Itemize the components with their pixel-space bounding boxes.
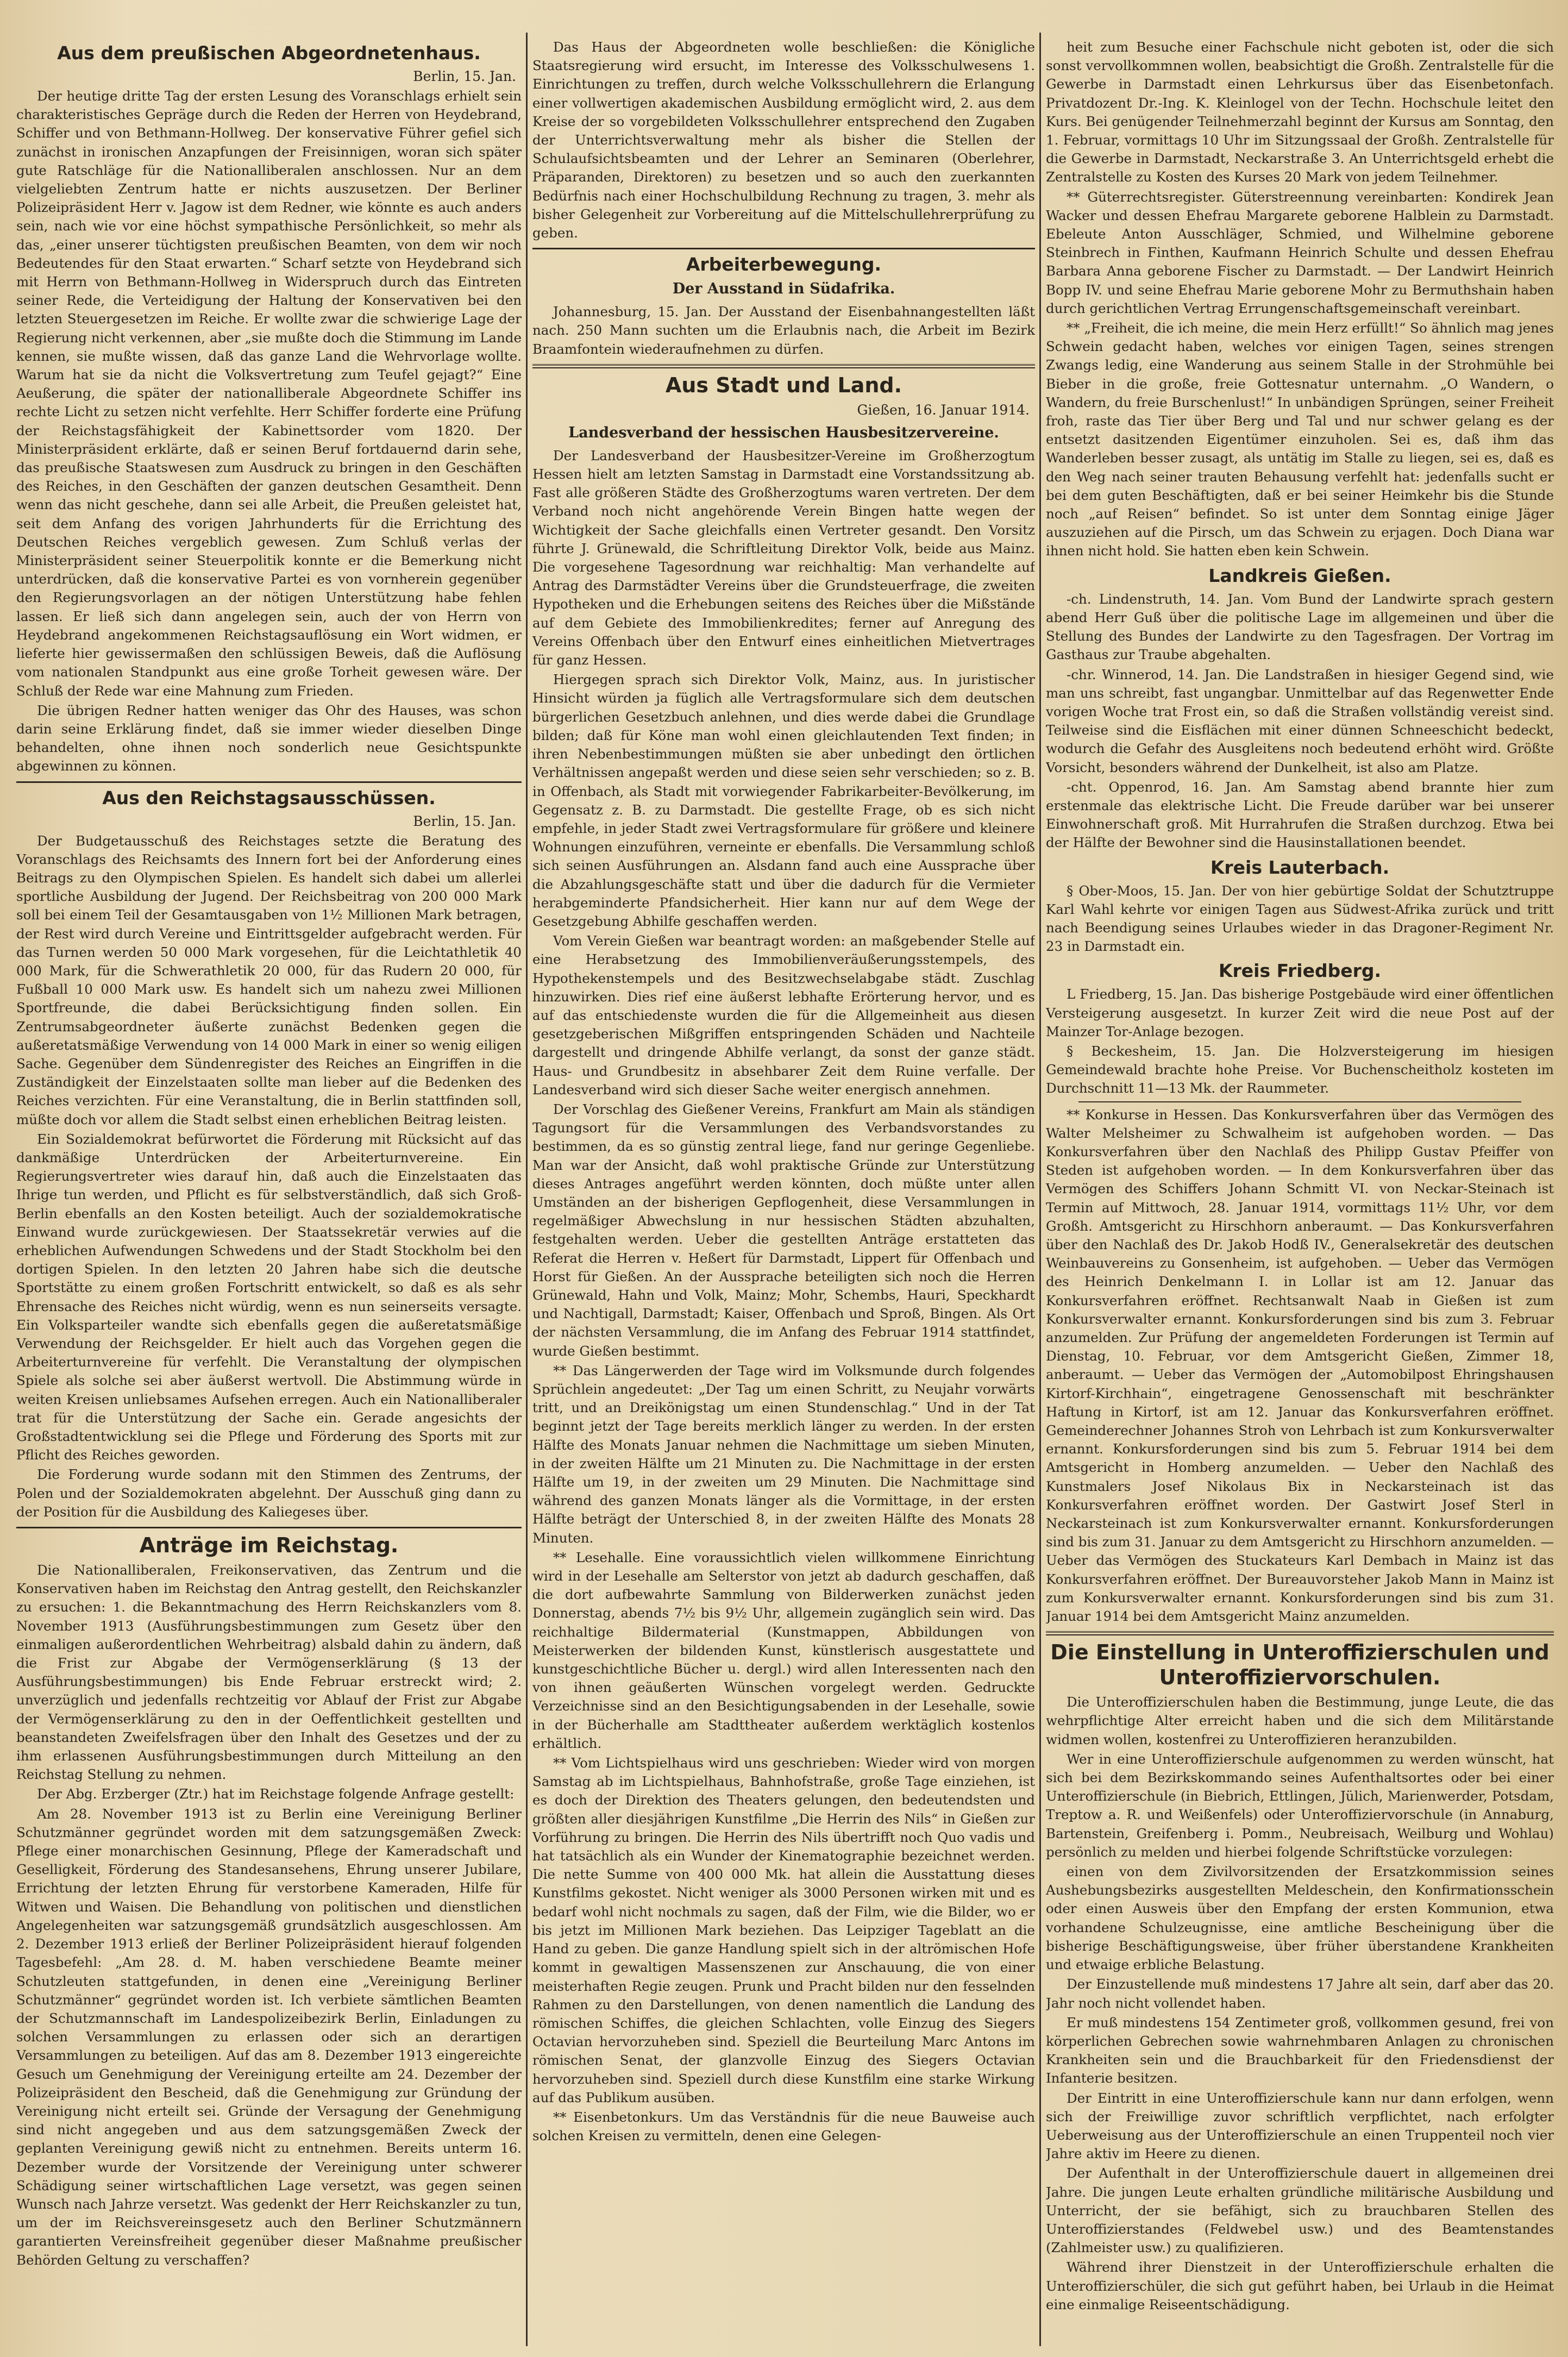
section-heading: Kreis Friedberg.: [1218, 960, 1382, 982]
section-divider: [16, 1527, 522, 1528]
article-paragraph: ** Lesehalle. Eine voraussichtlich vielen willkommene Einrichtung wird in der Lesehalle am Selterstor von jetzt ab dadurch geschaffen, daß die dort aufbewahrte Sammlung von Bilderwerken zunächst jeden Donnerstag, abends 7½ bis 9½ Uhr, allgemein zugänglich sein wird. Das reichhaltige Bildermaterial (Kunstmappen, Abbildungen von Meisterwerken der bildenden Kunst, künstlerisch ausgestattete und kunstgeschichtliche Bücher u. dergl.) wird allen Interessenten nach den von ihnen geäußerten Wünschen vorgelegt werden. Gedruckte Verzeichnisse sind an den Besichtigungsabenden in der Lesehalle, sowie in der Bücherhalle am Stadttheater außerdem werktäglich kostenlos erhältlich.: [532, 1549, 1035, 1751]
article-paragraph: heit zum Besuche einer Fachschule nicht geboten ist, oder die sich sonst vervollkommnen wollen, beabsichtigt die Großh. Zentralstelle für die Gewerbe in Darmstadt einen Lehrkursus über das Eisenbetonfach. Privatdozent Dr.-Ing. K. Kleinlogel von der Techn. Hochschule leitet den Kurs. Bei genügender Teilnehmerzahl beginnt der Kursus am Sonntag, den 1. Februar, vormittags 10 Uhr im Sitzungssaal der Großh. Zentralstelle für die Gewerbe in Darmstadt, Neckarstraße 3. An Unterrichtsgeld erhebt die Zentralstelle zu Kosten des Kurses 20 Mark von jedem Teilnehmer.: [1046, 39, 1554, 185]
article-paragraph: ** Eisenbetonkurs. Um das Verständnis für die neue Bauweise auch solchen Kreisen zu vermitteln, denen eine Gelegen-: [532, 2109, 1035, 2144]
article-paragraph: Das Haus der Abgeordneten wolle beschließen: die Königliche Staatsregierung wird ersucht, im Interesse des Volksschulwesens 1. Einrichtungen zu treffen, durch welche Volksschullehrern die Erlangung einer vollwertigen akademischen Ausbildung ermöglicht wird, 2. aus dem Kreise der so vorgebildeten Volksschullehrer entsprechend den Zugaben der Unterrichtsverwaltung mehr als bisher die Stellen der Schulaufsichtsbeamten und der Lehrer an Seminaren (Oberlehrer, Präparanden, Direktoren) zu besetzen und so auch den zuerkannten Bedürfnis nach einer Hochschulbildung Rechnung zu tragen, 3. mehr als bisher Gelegenheit zur Vorbereitung auf die Mittelschullehrerprüfung zu geben.: [532, 39, 1035, 241]
article-paragraph: Johannesburg, 15. Jan. Der Ausstand der Eisenbahnangestellten läßt nach. 250 Mann suchten um die Erlaubnis nach, die Arbeit im Bezirk Braamfontein wiederaufnehmen zu dürfen.: [532, 304, 1035, 357]
article-paragraph: ** Das Längerwerden der Tage wird im Volksmunde durch folgendes Sprüchlein angedeutet: „Der Tag um einen Schritt, zu Neujahr vorwärts tritt, und an Dreikönigstag um einen Stundenschlag.“ Und in der Tat beginnt jetzt der Tage bereits merklich länger zu werden. In der ersten Hälfte des Monats Januar nehmen die Nachmittage um sieben Minuten, in der zweiten Hälfte um 21 Minuten zu. Die Nachmittage in der ersten Hälfte um 19, in der zweiten um 29 Minuten. Die Nachmittage sind während des ganzen Monats länger als die Vormittage, in der ersten Hälfte beträgt der Unterschied 8, in der zweiten Hälfte des Monats 28 Minuten.: [532, 1362, 1035, 1546]
article-paragraph: Die übrigen Redner hatten weniger das Ohr des Hauses, was schon darin seine Erklärung findet, daß sie immer wieder dieselben Dinge behandelten, ohne ihnen noch sonderlich neue Gesichtspunkte abgewinnen zu können.: [16, 702, 522, 774]
dateline: Berlin, 15. Jan.: [413, 68, 516, 84]
article-paragraph: ** Vom Lichtspielhaus wird uns geschrieben: Wieder wird von morgen Samstag ab im Lichtspielhaus, Bahnhofstraße, große Tage einziehen, ist es doch der Direktion des Theaters gelungen, den bedeutendsten und größten aller diesjährigen Kunstfilme „Die Herrin des Nils“ in Gießen zur Vorführung zu bringen. Die Herrin des Nils übertrifft noch Quo vadis und hat tatsächlich als ein Wunder der Kinematographie bezeichnet werden. Die nette Summe von 400 000 Mk. hat allein die Ausstattung dieses Kunstfilms gekostet. Nicht weniger als 3000 Personen wirken mit und es bedarf wohl nicht nochmals zu sagen, daß der Film, wie die Bilder, wo er bis jetzt im Millionen Mark beziehen. Das Leipziger Tageblatt an die Hand zu geben. Die ganze Handlung spielt sich in der altrömischen Hofe kommt in gewaltigen Massenszenen zur Anschauung, die von einer meisterhaften Regie zeugen. Prunk und Pracht bilden nur den fesselnden Rahmen zu den Darstellungen, von denen namentlich die Landung des römischen Schiffes, die gleichen Schlachten, volle Einzug des Siegers Octavian hervorzuheben sind. Speziell die Beurteilung Marc Antons im römischen Senat, der glanzvolle Einzug des Siegers Octavian hervorzuheben sind. Speziell durch diese Kunstfilm eine starke Wirkung auf das Publikum ausüben.: [532, 1755, 1035, 2105]
section-divider: [1046, 1631, 1554, 1635]
article-title: Aus dem preußischen Abgeordnetenhaus.: [57, 42, 481, 64]
article-paragraph: Er muß mindestens 154 Zentimeter groß, vollkommen gesund, frei von körperlichen Gebrechen sowie wahrnehmbaren Anlagen zu chronischen Krankheiten sein und die Brauchbarkeit für den Friedensdienst der Infanterie besitzen.: [1046, 2014, 1554, 2086]
column-rule: [1039, 33, 1041, 2346]
article-paragraph: Der Vorschlag des Gießener Vereins, Frankfurt am Main als ständigen Tagungsort für die Versammlungen des Verbandsvorstandes zu bestimmen, da es so günstig zentral liege, fand nur geringe Gegenliebe. Man war der Ansicht, daß wohl praktische Gründe zur Unterstützung dieses Antrages angeführt werden könnten, doch müßte unter allen Umständen an der bisherigen Gepflogenheit, diese Versammlungen in regelmäßiger Abwechslung in nur hessischen Städten abzuhalten, festgehalten werden. Ueber die gestellten Anträge erstatteten das Referat die Herren v. Heßert für Darmstadt, Lippert für Offenbach und Horst für Gießen. An der Aussprache beteiligten sich noch die Herren Grünewald, Hahn und Volk, Mainz; Mohr, Schembs, Hauri, Speckhardt und Nachtigall, Darmstadt; Kaiser, Offenbach und Sproß, Bingen. Als Ort der nächsten Versammlung, die im Anfang des Februar 1914 stattfindet, wurde Gießen bestimmt.: [532, 1101, 1035, 1359]
article-paragraph: Die Nationalliberalen, Freikonservativen, das Zentrum und die Konservativen haben im Reichstag den Antrag gestellt, den Reichskanzler zu ersuchen: 1. die Bekanntmachung des Herrn Reichskanzlers vom 8. November 1913 (Ausführungsbestimmungen zum Gesetz über den einmaligen außerordentlichen Wehrbeitrag) alsbald dahin zu ändern, daß die Frist zur Abgabe der Vermögenserklärung (§ 13 der Ausführungsbestimmungen) bis Ende Februar erstreckt wird; 2. unverzüglich und jedenfalls rechtzeitig vor Ablauf der Frist zur Abgabe der Vermögenserklärung zu den in der Oeffentlichkeit gestellten und beanstandeten Zweifelsfragen über den Inhalt des Gesetzes und der zu ihm erlassenen Ausführungsbestimmungen durch Mitteilung an den Reichstag Stellung zu nehmen.: [16, 1562, 522, 1783]
article-paragraph: Der Budgetausschuß des Reichstages setzte die Beratung des Voranschlags des Reichsamts des Innern fort bei der Anforderung eines Beitrags zu den Olympischen Spielen. Es handelt sich dabei um allerlei sportliche Ausbildung der Jugend. Der Reichsbeitrag von 200 000 Mark soll bei einem Teil der Gesamtausgaben von 1½ Millionen Mark betragen, der Rest wird durch Vereine und Eintrittsgelder aufgebracht werden. Für das Turnen werden 50 000 Mark vorgesehen, für die Leichtathletik 40 000 Mark, für die Schwerathletik 20 000, für das Rudern 20 000, für Fußball 10 000 Mark usw. Es handelt sich um nahezu zwei Millionen Sportfreunde, die dabei Berücksichtigung finden sollen. Ein Zentrumsabgeordneter äußerte zunächst Bedenken gegen die außeretatsmäßige Verwendung von 14 000 Mark in einer so wenig eiligen Sache. Gegenüber dem Sündenregister des Reiches an Eingriffen in die Zuständigkeit der Einzelstaaten sollte man lieber auf die Bedenken des Reiches verzichten. Für eine Veranstaltung, die in Berlin stattfinden soll, müßte doch vor allem die Stadt selbst einen erheblichen Beitrag leisten.: [16, 832, 522, 1127]
article-paragraph: Der Einzustellende muß mindestens 17 Jahre alt sein, darf aber das 20. Jahr noch nicht vollendet haben.: [1046, 1976, 1554, 2011]
article-paragraph: Der Landesverband der Hausbesitzer-Vereine im Großherzogtum Hessen hielt am letzten Samstag in Darmstadt eine Vorstandssitzung ab. Fast alle größeren Städte des Großherzogtums waren vertreten. Der dem Verband noch nicht angehörende Verein Bingen hatte wegen der Wichtigkeit der Sache gleichfalls einen Vertreter gesandt. Den Vorsitz führte J. Grünewald, die Schriftleitung Direktor Volk, beide aus Mainz. Die vorgesehene Tagesordnung war reichhaltig: Man verhandelte auf Antrag des Darmstädter Vereins über die Grundsteuerfrage, die zweiten Hypotheken und die Erhebungen seitens des Reiches über die Mißstände auf dem Gebiete des Immobilienkredites; ferner auf Anregung des Vereins Offenbach über den Entwurf eines einheitlichen Mietvertrages für ganz Hessen.: [532, 447, 1035, 668]
section-heading: Kreis Lauterbach.: [1210, 856, 1390, 878]
article-paragraph: Der Aufenthalt in der Unteroffizierschule dauert in allgemeinen drei Jahre. Die jungen Leute erhalten gründliche militärische Ausbildung und Unterricht, der sie befähigt, sich zu brauchbaren Stellen des Unteroffizierstandes (Feldwebel usw.) und des Beamtenstandes (Zahlmeister usw.) zu qualifizieren.: [1046, 2165, 1554, 2256]
article-paragraph: einen von dem Zivilvorsitzenden der Ersatzkommission seines Aushebungsbezirks ausgestellten Meldeschein, den Konfirmationsschein oder einen Ausweis über den Empfang der ersten Kommunion, etwa vorhandene Schulzeugnisse, eine amtliche Bescheinigung über die bisherige Beschäftigungsweise, über früher überstandene Krankheiten und etwaige erbliche Belastung.: [1046, 1864, 1554, 1973]
dateline: Berlin, 15. Jan.: [413, 813, 516, 829]
article-paragraph: Vom Verein Gießen war beantragt worden: an maßgebender Stelle auf eine Herabsetzung des Immobilienveräußerungsstempels, des Hypothekenstempels und des Besitzwechselabgabe städt. Zuschlag hinzuwirken. Dies rief eine äußerst lebhafte Erörterung hervor, und es auf das entschiedenste wurden die für die Allgemeinheit aus diesen gesetzgeberischen Mißgriffen entspringenden Schäden und Nachteile dargestellt und dringende Abhilfe verlangt, da sonst der ganze städt. Haus- und Grundbesitz in absehbarer Zeit dem Ruine verfalle. Der Landesverband wird sich dieser Sache weiter energisch annehmen.: [532, 933, 1035, 1098]
column-middle: [532, 38, 1035, 2341]
article-paragraph: § Beckesheim, 15. Jan. Die Holzversteigerung im hiesigen Gemeindewald brachte hohe Preise. Vor Buchenscheitholz kosteten im Durchschnitt 11—13 Mk. der Raummeter.: [1046, 1043, 1554, 1096]
column-left: [16, 38, 522, 2341]
article-paragraph: ** Güterrechtsregister. Güterstreennung vereinbarten: Kondirek Jean Wacker und dessen Ehefrau Margarete geborene Halblein zu Darmstadt. Ebeleute Anton Ausschläger, Schmied, und Wilhelmine geborene Steinbrech in Finthen, Kaufmann Heinrich Schulte und dessen Ehefrau Barbara Anna geborene Fischer zu Darmstadt. — Der Landwirt Heinrich Bopp IV. und seine Ehefrau Marie geborene Mohr zu Bermuthshain haben durch gerichtlichen Vertrag Errungenschaftsgemeinschaft vereinbart.: [1046, 189, 1554, 316]
article-paragraph: Hiergegen sprach sich Direktor Volk, Mainz, aus. In juristischer Hinsicht würden ja füglich alle Vertragsformulare sich dem deutschen bürgerlichen Gesetzbuch anlehnen, und dies werde dabei die Grundlage bilden; daß für Köne man wohl einen gleichlautenden Text finden; in ihren Nebenbestimmungen müßten sie aber unbedingt den örtlichen Verhältnissen angepaßt werden und diese seien sehr verschieden; so z. B. in Offenbach, als Stadt mit vorwiegender Fabrikarbeiter-Bevölkerung, im Gegensatz z. B. zu Darmstadt. Die gestellte Frage, ob es sich nicht empfehle, in jeder Stadt zwei Vertragsformulare für größere und kleinere Wohnungen einzuführen, verneinte er ebenfalls. Die Versammlung schloß sich seinen Ausführungen an. Alsdann fand auch eine Aussprache über die Abzahlungsgeschäfte statt und über die dadurch für die Vermieter herabgeminderte Pfandsicherheit. Hier kann nur auf dem Wege der Gesetzgebung Abhilfe geschaffen werden.: [532, 672, 1035, 929]
article-paragraph: Die Unteroffizierschulen haben die Bestimmung, junge Leute, die das wehrpflichtige Alter erreicht haben und die sich dem Militärstande widmen wollen, kostenfrei zu Unteroffizieren heranzubilden.: [1046, 1694, 1554, 1747]
dateline: Gießen, 16. Januar 1914.: [857, 402, 1030, 418]
article-paragraph: Der heutige dritte Tag der ersten Lesung des Voranschlags erhielt sein charakteristisches Gepräge durch die Reden der Herren von Heydebrand, Schiffer und von Bethmann-Hollweg. Der konservative Führer gefiel sich zunächst in ironischen Anzapfungen der Freisinnigen, woran sich später gute Ratschläge für die Nationalliberalen anschlossen. Nur an dem vielgeliebten Zentrum hatte er nichts auszusetzen. Der Berliner Polizeipräsident Herr v. Jagow ist dem Redner, wie könnte es auch anders sein, nach wie vor eine höchst sympathische Persönlichkeit, so mehr als das, „einer unserer tüchtigsten preußischen Beamten, von dem wir noch Bedeutendes für den Staat erwarten.“ Scharf setzte von Heydebrand sich mit Herrn von Bethmann-Hollweg in Widerspruch durch das Eintreten seiner Rede, die Verteidigung der Haltung der Konservativen bei den letzten Steuergesetzen im Reiche. Er wollte zwar die schwierige Lage der Regierung nicht verkennen, aber „sie mußte doch die Stimmung im Lande kennen, sie mußte wissen, daß das ganze Land die Wehrvorlage wollte. Warum hat sie da nicht die Volksvertretung zum Teufel gejagt?“ Eine Aeußerung, die später der nationalliberale Abgeordnete Schiffer ins rechte Licht zu setzen nicht verfehlte. Herr Schiffer forderte eine Prüfung der Reichstagsfähigkeit der Kabinettsorder vom 1820. Der Ministerpräsident erklärte, daß er seinen Beruf fortdauernd darin sehe, das preußische Staatswesen zum Ausdruck zu bringen in den Geschäften des Reiches, in den Geschäften der ganzen deutschen Gesamtheit. Denn wenn das nicht geschehe, dann sei alle Arbeit, die Preußen geleistet hat, seit dem Anfang des vorigen Jahrhunderts für die Errichtung des Deutschen Reiches vergeblich gewesen. Zum Schluß verlas der Ministerpräsident seiner Steuerpolitik konnte er die Bemerkung nicht unterdrücken, daß die konservative Partei es von vornherein gegenüber den Regierungsvorlagen an der nötigen Unterstützung habe fehlen lassen. Er ließ sich dann angelegen sein, auch der von Herrn von Heydebrand angekommenen Reichstagsauflösung ein Wort widmen, er lieferte hier gewissermaßen den schlüssigen Beweis, daß die Auflösung vom nationalen Standpunkt aus eine große Torheit gewesen wäre. Der Schluß der Rede war eine Mahnung zum Frieden.: [16, 88, 522, 699]
section-divider: [532, 364, 1035, 368]
section-divider: [532, 248, 1035, 249]
article-title: Anträge im Reichstag.: [139, 1533, 399, 1558]
article-title: Aus Stadt und Land.: [665, 373, 902, 397]
article-paragraph: ** Konkurse in Hessen. Das Konkursverfahren über das Vermögen des Walter Melsheimer zu Schwalheim ist aufgehoben worden. — Das Konkursverfahren über den Nachlaß des Philipp Gustav Pfeiffer von Steden ist aufgehoben worden. — In dem Konkursverfahren über das Vermögen des Schiffers Johann Schmitt VI. von Neckar-Steinach ist Termin auf Mittwoch, 28. Januar 1914, vormittags 11½ Uhr, vor dem Großh. Amtsgericht zu Hirschhorn anberaumt. — Das Konkursverfahren über den Nachlaß des Dr. Jakob Hodß IV., Generalsekretär des deutschen Weinbauvereins zu Gonsenheim, ist aufgehoben. — Ueber das Vermögen des Heinrich Denkelmann I. in Lollar ist am 12. Januar das Konkursverfahren eröffnet. Rechtsanwalt Naab in Gießen ist zum Konkursverwalter ernannt. Konkursforderungen sind bis zum 3. Februar anzumelden. Zur Prüfung der angemeldeten Forderungen ist Termin auf Dienstag, 10. Februar, vor dem Amtsgericht Gießen, Zimmer 18, anberaumt. — Ueber das Vermögen der „Automobilpost Ehringshausen Kirtorf-Kirchhain“, eingetragene Genossenschaft mit beschränkter Haftung in Kirtorf, ist am 12. Januar das Konkursverfahren eröffnet. Gemeinderechner Johannes Stroh von Lehrbach ist zum Konkursverwalter ernannt. Konkursforderungen sind bis zum 5. Februar 1914 bei dem Amtsgericht in Homberg anzumelden. — Ueber den Nachlaß des Kunstmalers Josef Nikolaus Bix in Neckarsteinach ist das Konkursverfahren eröffnet worden. Der Gastwirt Josef Sterl in Neckarsteinach ist zum Konkursverwalter ernannt. Konkursforderungen sind bis zum 31. Januar zu dem Amtsgericht zu Hirschhorn anzumelden. — Ueber das Vermögen des Stuckateurs Karl Dembach in Mainz ist das Konkursverfahren eröffnet. Der Bureauvorsteher Jakob Mann in Mainz ist zum Konkursverwalter ernannt. Konkursforderungen sind bis zum 31. Januar 1914 bei dem Amtsgericht Mainz anzumelden.: [1046, 1106, 1554, 1625]
article-paragraph: Wer in eine Unteroffizierschule aufgenommen zu werden wünscht, hat sich bei dem Bezirkskommando seines Aufenthaltsortes oder bei einer Unteroffizierschule (in Biebrich, Ettlingen, Jülich, Marienwerder, Potsdam, Treptow a. R. und Weißenfels) oder Unteroffiziervorschule (in Annaburg, Bartenstein, Greifenberg i. Pomm., Neubreisach, Weilburg und Wohlau) persönlich zu melden und hierbei folgende Schriftstücke vorzulegen:: [1046, 1751, 1554, 1860]
column-right: [1046, 38, 1554, 2341]
article-paragraph: Der Abg. Erzberger (Ztr.) hat im Reichstage folgende Anfrage gestellt:: [37, 1786, 515, 1802]
short-divider: [1078, 1101, 1521, 1102]
article-paragraph: L Friedberg, 15. Jan. Das bisherige Postgebäude wird einer öffentlichen Versteigerung ausgesetzt. In kurzer Zeit wird die neue Post auf der Mainzer Tor-Anlage bezogen.: [1046, 986, 1554, 1039]
article-paragraph: § Ober-Moos, 15. Jan. Der von hier gebürtige Soldat der Schutztruppe Karl Wahl kehrte vor einigen Tagen aus Südwest-Afrika zurück und tritt nach Beendigung seines Urlaubes wieder in das Dragoner-Regiment Nr. 23 in Darmstadt ein.: [1046, 882, 1554, 955]
article-paragraph: -chr. Winnerod, 14. Jan. Die Landstraßen in hiesiger Gegend sind, wie man uns schreibt, fast ungangbar. Unmittelbar auf das Regenwetter Ende vorigen Woche trat Frost ein, so daß die Straßen vollständig vereist sind. Teilweise sind die Eisflächen mit einer dünnen Schneeschicht bedeckt, wodurch die Gefahr des Ausgleitens noch bedeutend erhöht wird. Größte Vorsicht, besonders während der Dunkelheit, ist also am Platze.: [1046, 666, 1554, 775]
article-paragraph: Die Forderung wurde sodann mit den Stimmen des Zentrums, der Polen und der Sozialdemokraten abgelehnt. Der Ausschuß ging dann zu der Position für die Ausbildung des Kaliegeses über.: [16, 1466, 522, 1520]
article-title: Aus den Reichstagsausschüssen.: [102, 787, 436, 808]
article-title: Arbeiterbewegung.: [686, 254, 882, 275]
section-divider: [16, 781, 522, 783]
article-subtitle: Der Ausstand in Südafrika.: [672, 280, 895, 298]
article-paragraph: ** „Freiheit, die ich meine, die mein Herz erfüllt!“ So ähnlich mag jenes Schwein gedacht haben, welches vor einigen Tagen, seines strengen Zwangs ledig, eine Wanderung aus seinem Stalle in der Strohmühle bei Bieber in die große, freie Gottesnatur unternahm. „O Wandern, o Wandern, du freie Burschenlust!“ In unbändigen Sprüngen, seiner Freiheit froh, raste das Tier über Berg und Tal und nur schwer gelang es der entsetzt dasitzenden Eigentümer einzuholen. Sei es, daß ihm das Wanderleben besser zusagt, als untätig im Stalle zu liegen, sei es, daß es den Weg nach seiner trauten Behausung verfehlt hat: jedenfalls sucht er bei dem guten Beschäftigten, daß er bei seiner Heimkehr bis die Stunde noch „auf Reisen“ befindet. So ist unter dem Sonntag einige Jäger auszuziehen auf die Pirsch, um das Schwein zu erjagen. Doch Diana war ihnen nicht hold. Sie hatten eben kein Schwein.: [1046, 320, 1554, 559]
article-paragraph: Der Eintritt in eine Unteroffizierschule kann nur dann erfolgen, wenn sich der Freiwillige zuvor schriftlich verpflichtet, nach erfolgter Ueberweisung aus der Unteroffizierschule an einen Truppenteil noch vier Jahre aktiv im Heere zu dienen.: [1046, 2090, 1554, 2162]
article-paragraph: Ein Sozialdemokrat befürwortet die Förderung mit Rücksicht auf das dankmäßige Unterdrücken der Arbeiterturnvereine. Ein Regierungsvertreter wies darauf hin, daß auch die Einzelstaaten das Ihrige tun werden, und Pflicht es für selbstverständlich, daß sich Groß-Berlin ebenfalls an den Kosten beteiligt. Auch der sozialdemokratische Einwand wurde zurückgewiesen. Der Staatssekretär verwies auf die erheblichen Aufwendungen Schwedens und der Stadt Stockholm bei den dortigen Spielen. In den letzten 20 Jahren habe sich die deutsche Sportstätte zu einem großen Fortschritt entwickelt, so daß es als sehr Ehrensache des Reiches nicht würdig, wenn es nun seinerseits versagte. Ein Volksparteiler wandte sich ebenfalls gegen die außeretatsmäßige Verwendung der Reichsgelder. Er hielt auch das Vorgehen gegen die Arbeiterturnvereine für verfehlt. Die Veranstaltung der olympischen Spiele als solche sei aber äußerst wertvoll. Die Abstimmung würde in weiten Kreisen unliebsames Aufsehen erregen. Auch ein Nationalliberaler trat für die Unterstützung der Sache ein. Gerade angesichts der Großstadtentwicklung sei die Pflege und Förderung des Sports mit zur Pflicht des Reiches geworden.: [16, 1131, 522, 1463]
article-paragraph: Während ihrer Dienstzeit in der Unteroffizierschule erhalten die Unteroffizierschüler, die sich gut geführt haben, bei Urlaub in die Heimat eine einmalige Reiseentschädigung.: [1046, 2259, 1554, 2312]
article-subtitle: Landesverband der hessischen Hausbesitzervereine.: [568, 424, 999, 441]
article-paragraph: Am 28. November 1913 ist zu Berlin eine Vereinigung Berliner Schutzmänner gegründet worden mit dem satzungsgemäßen Zweck: Pflege einer monarchischen Gesinnung, Pflege der Kameradschaft und Geselligkeit, Förderung des Standesansehens, Ehrung unserer Jubilare, Errichtung der letzten Ehrung für verstorbene Kameraden, Hilfe für Witwen und Waisen. Die Behandlung von politischen und dienstlichen Angelegenheiten war satzungsgemäß grundsätzlich ausgeschlossen. Am 2. Dezember 1913 erließ der Berliner Polizeipräsident hierauf folgenden Tagesbefehl: „Am 28. d. M. haben verschiedene Beamte meiner Schutzleuten stattgefunden, in denen eine „Vereinigung Berliner Schutzmänner“ gegründet worden ist. Ich verbiete sämtlichen Beamten der Schutzmannschaft im Landespolizeibezirk Berlin, Einladungen zu solchen Versammlungen zu erlassen oder sich an derartigen Versammlungen zu beteiligen. Auf das am 8. Dezember 1913 eingereichte Gesuch um Genehmigung der Vereinigung erteilte am 24. Dezember der Polizeipräsident den Bescheid, daß die Genehmigung zur Gründung der Vereinigung nicht erteilt sei. Gründe der Versagung der Genehmigung sind nicht angegeben und aus dem satzungsgemäßen Zweck der geplanten Vereinigung gewiß nicht zu entnehmen. Bereits unterm 16. Dezember wurde der Vorsitzende der Vereinigung unter schwerer Schädigung seiner wirtschaftlichen Lage versetzt, was gegen seinen Wunsch nach Jahrze versetzt. Was gedenkt der Herr Reichskanzler zu tun, um der im Reichsvereinsgesetz auch den Berliner Schutzmännern garantierten Vereinsfreiheit gegenüber dieser Maßnahme preußischer Behörden Geltung zu verschaffen?: [16, 1806, 522, 2268]
article-paragraph: -ch. Lindenstruth, 14. Jan. Vom Bund der Landwirte sprach gestern abend Herr Guß über die politische Lage im allgemeinen und über die Stellung des Bundes der Landwirte zu den Tagesfragen. Der Vortrag im Gasthaus zur Traube abgehalten.: [1046, 591, 1554, 663]
article-paragraph: -cht. Oppenrod, 16. Jan. Am Samstag abend brannte hier zum erstenmale das elektrische Licht. Die Freude darüber war bei unserer Einwohnerschaft groß. Mit Hurrahrufen die Straßen durchzog. Etwa bei der Hälfte der Bewohner sind die Hausinstallationen beendet.: [1046, 779, 1554, 851]
section-heading: Landkreis Gießen.: [1208, 565, 1391, 586]
article-title: Die Einstellung in Unteroffizierschulen und Unteroffiziervorschulen.: [1050, 1640, 1550, 1690]
column-rule: [526, 33, 528, 2346]
